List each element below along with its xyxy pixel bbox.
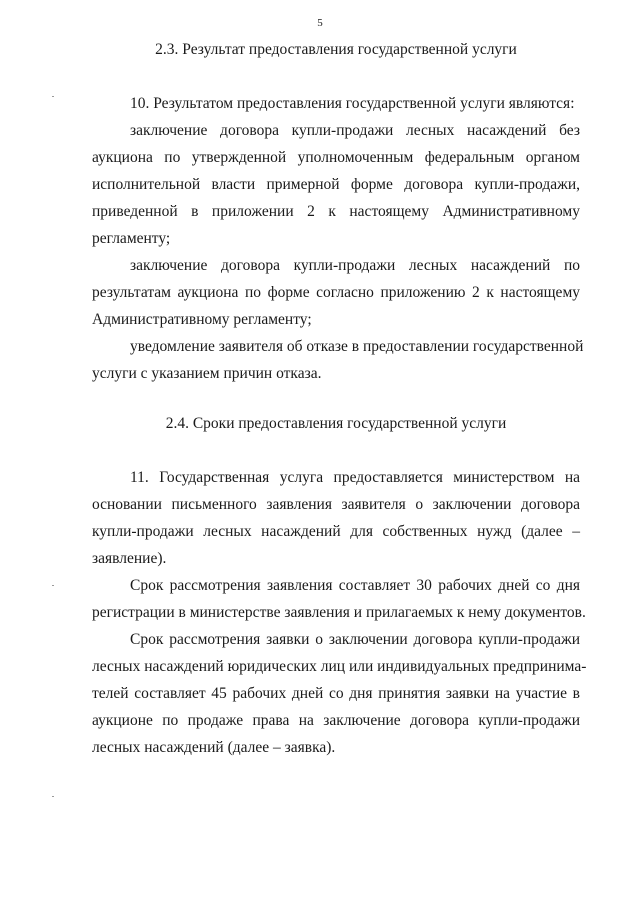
paragraph-line: аукциона по утвержденной уполномоченным федеральным органом	[92, 149, 580, 166]
paragraph-line: уведомление заявителя об отказе в предоставлении государственной	[130, 338, 584, 355]
paragraph-line: приведенной в приложении 2 к настоящему Административному	[92, 203, 580, 220]
paragraph-line: купли-продажи лесных насаждений для собственных нужд (далее –	[92, 523, 580, 540]
scan-speck	[52, 96, 54, 97]
paragraph-line: Срок рассмотрения заявки о заключении договора купли-продажи	[130, 631, 580, 648]
paragraph-line: телей составляет 45 рабочих дней со дня принятия заявки на участие в	[92, 685, 580, 702]
paragraph-line: регламенту;	[92, 230, 171, 247]
paragraph-line: основании письменного заявления заявителя о заключении договора	[92, 496, 580, 513]
paragraph-line: исполнительной власти примерной форме договора купли-продажи,	[92, 176, 580, 193]
paragraph-line: заявление).	[92, 550, 167, 567]
page-number: 5	[317, 17, 323, 29]
paragraph-line: заключение договора купли-продажи лесных насаждений без	[130, 122, 580, 139]
paragraph-line: 11. Государственная услуга предоставляется министерством на	[130, 469, 580, 486]
paragraph-line: результатам аукциона по форме согласно приложению 2 к настоящему	[92, 284, 580, 301]
paragraph-line: 10. Результатом предоставления государственной услуги являются:	[130, 95, 575, 112]
paragraph-line: заключение договора купли-продажи лесных насаждений по	[130, 257, 580, 274]
paragraph-line: лесных насаждений юридических лиц или индивидуальных предпринима-	[92, 658, 587, 675]
paragraph-line: аукционе по продаже права на заключение договора купли-продажи	[92, 712, 580, 729]
paragraph-line: Срок рассмотрения заявления составляет 30 рабочих дней со дня	[130, 577, 580, 594]
section-heading-2-4: 2.4. Сроки предоставления государственной услуги	[165, 415, 507, 432]
paragraph-line: лесных насаждений (далее – заявка).	[92, 739, 336, 756]
scan-speck	[52, 585, 54, 586]
paragraph-line: регистрации в министерстве заявления и прилагаемых к нему документов.	[92, 604, 586, 621]
paragraph-line: Административному регламенту;	[92, 311, 312, 328]
scan-speck	[52, 796, 54, 797]
paragraph-line: услуги с указанием причин отказа.	[92, 365, 322, 382]
section-heading-2-3: 2.3. Результат предоставления государственной услуги	[155, 41, 517, 58]
